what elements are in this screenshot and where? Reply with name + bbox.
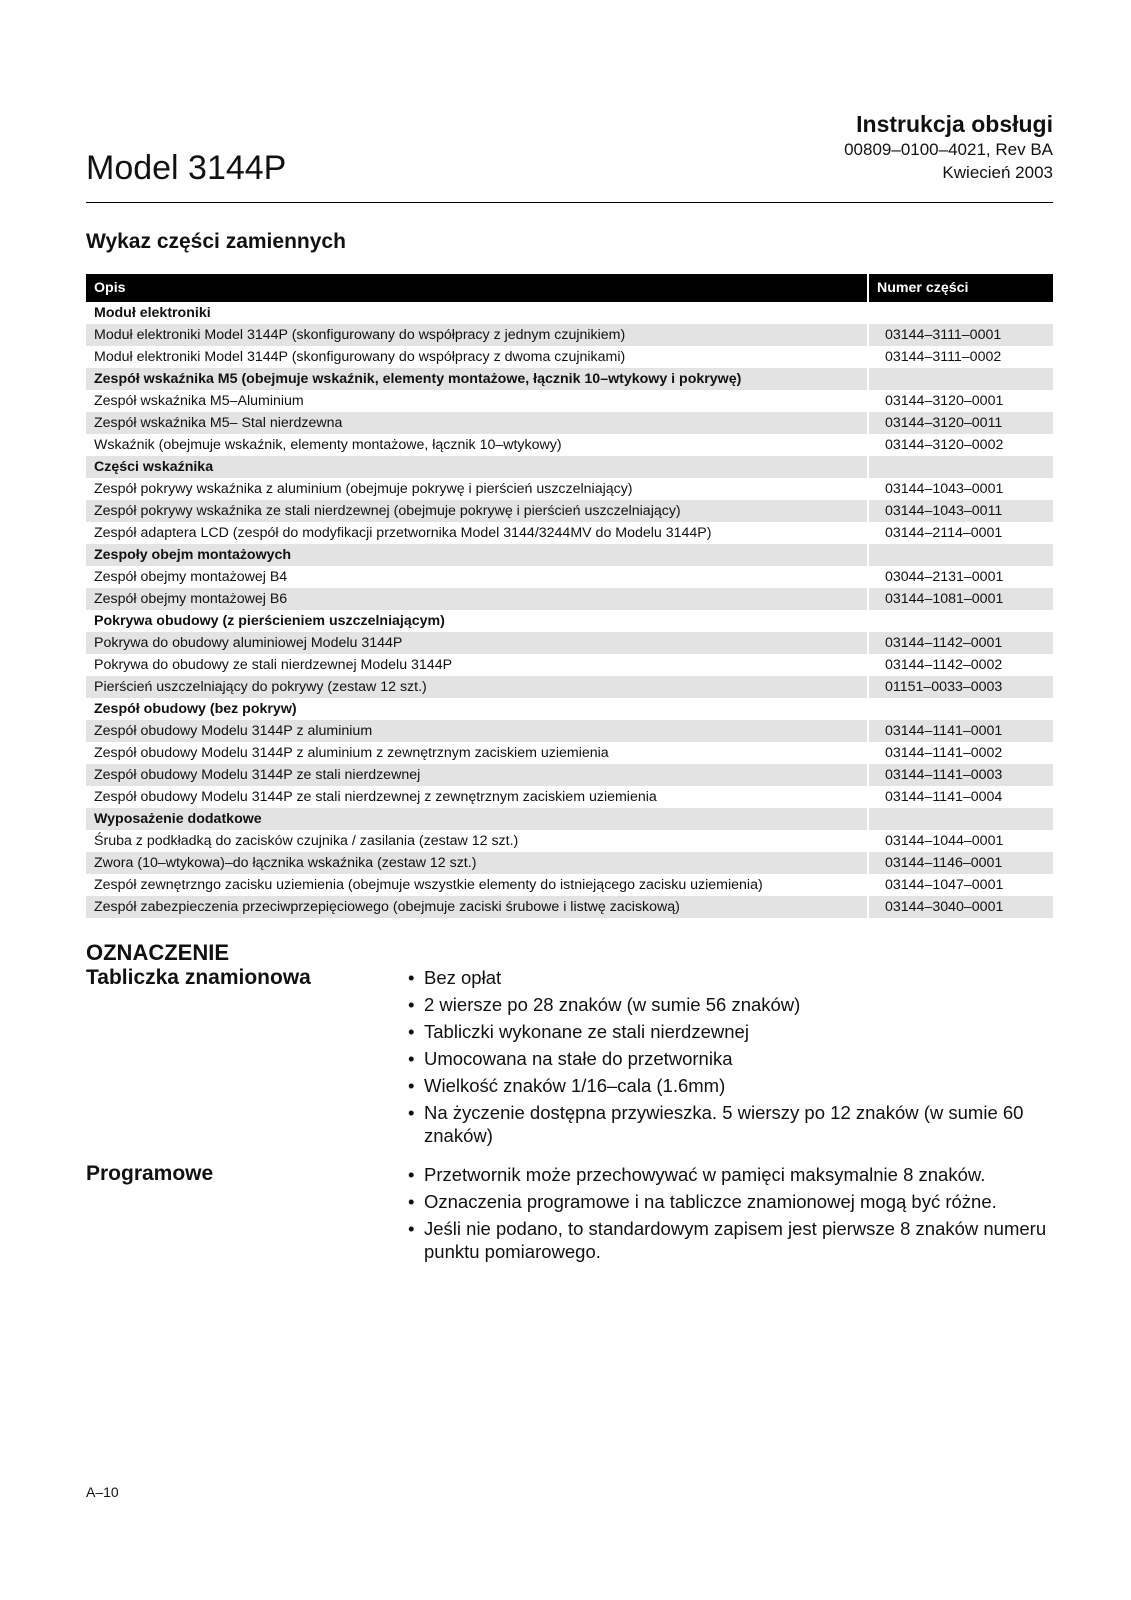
table-row [86, 830, 1053, 852]
part-number: 03144–1142–0002 [868, 654, 1053, 676]
part-number [868, 808, 1053, 830]
part-number: 03144–1043–0001 [868, 478, 1053, 500]
table-row [86, 324, 1053, 346]
part-description: Moduł elektroniki Model 3144P (skonfigurowany do współpracy z jednym czujnikiem) [86, 324, 868, 346]
part-description: Zwora (10–wtykowa)–do łącznika wskaźnika (zestaw 12 szt.) [86, 852, 868, 874]
part-number: 03144–1081–0001 [868, 588, 1053, 610]
part-description: Pokrywa do obudowy ze stali nierdzewnej Modelu 3144P [94, 657, 453, 673]
table-row [86, 852, 1053, 874]
parts-table-header [86, 274, 1053, 302]
doc-date: Kwiecień 2003 [942, 163, 1053, 182]
table-group-row [86, 368, 1053, 390]
part-description: Zespół obudowy Modelu 3144P z aluminium [86, 720, 868, 742]
doc-title: Instrukcja obsługi [856, 111, 1053, 137]
bullet-item: • Tabliczki wykonane ze stali nierdzewnej [408, 1020, 1048, 1043]
part-description: Zespół obudowy Modelu 3144P ze stali nierdzewnej [86, 764, 868, 786]
parts-table-body [86, 302, 1053, 918]
parts-table [86, 274, 1053, 918]
part-number [868, 698, 1053, 720]
table-row [86, 676, 1053, 698]
header-rule [86, 202, 1053, 203]
bullet-item: • Przetwornik może przechowywać w pamięci maksymalnie 8 znaków. [408, 1163, 1048, 1186]
part-description: Części wskaźnika [86, 456, 868, 478]
part-number [868, 544, 1053, 566]
part-number: 03144–1044–0001 [868, 830, 1053, 852]
part-number: 03144–1141–0003 [868, 764, 1053, 786]
part-description: Pierścień uszczelniający do pokrywy (zestaw 12 szt.) [86, 676, 868, 698]
part-number [868, 368, 1053, 390]
table-row [86, 390, 1053, 412]
part-description: Zespół pokrywy wskaźnika z aluminium (obejmuje pokrywę i pierścień uszczelniający) [94, 481, 633, 497]
table-group-row [86, 302, 1053, 324]
table-row [86, 742, 1053, 764]
part-description: Zespół wskaźnika M5– Stal nierdzewna [86, 412, 868, 434]
part-description: Zespół obudowy Modelu 3144P ze stali nierdzewnej z zewnętrznym zaciskiem uziemienia [94, 789, 657, 805]
table-row [86, 654, 1053, 676]
part-description: Pokrywa do obudowy aluminiowej Modelu 3144P [86, 632, 868, 654]
part-description: Śruba z podkładką do zacisków czujnika / zasilania (zestaw 12 szt.) [94, 833, 519, 849]
table-row [86, 522, 1053, 544]
table-row [86, 896, 1053, 918]
part-description: Wyposażenie dodatkowe [86, 808, 868, 830]
nameplate-label: Tabliczka znamionowa [86, 966, 311, 989]
col-num-header: Numer części [868, 274, 1053, 302]
part-description: Zespół obejmy montażowej B6 [86, 588, 868, 610]
part-number [868, 302, 1053, 324]
table-row [86, 632, 1053, 654]
part-number: 03144–1141–0001 [868, 720, 1053, 742]
part-number: 03144–1142–0001 [868, 632, 1053, 654]
part-number: 03144–3120–0001 [868, 390, 1053, 412]
nameplate-bullets [408, 966, 1048, 1151]
part-description: Wskaźnik (obejmuje wskaźnik, elementy montażowe, łącznik 10–wtykowy) [94, 437, 562, 453]
part-description: Zespół obejmy montażowej B4 [94, 569, 288, 585]
table-group-row [86, 544, 1053, 566]
parts-section-title: Wykaz części zamiennych [86, 230, 346, 253]
bullet-item: • Na życzenie dostępna przywieszka. 5 wierszy po 12 znaków (w sumie 60 znaków) [408, 1101, 1048, 1147]
bullet-item: • Jeśli nie podano, to standardowym zapisem jest pierwsze 8 znaków numeru punktu pomiarowego. [408, 1217, 1048, 1263]
part-number: 03144–1141–0004 [868, 786, 1053, 808]
part-number: 03144–3120–0002 [868, 434, 1053, 456]
model-title: Model 3144P [86, 149, 287, 187]
part-number: 03144–1146–0001 [868, 852, 1053, 874]
table-row [86, 412, 1053, 434]
part-description: Moduł elektroniki [94, 305, 211, 321]
bullet-item: • Oznaczenia programowe i na tabliczce znamionowej mogą być różne. [408, 1190, 1048, 1213]
page-number: A–10 [86, 1484, 119, 1500]
col-desc-header: Opis [86, 274, 868, 302]
table-row [86, 786, 1053, 808]
header-right [844, 110, 1053, 184]
table-group-row [86, 456, 1053, 478]
part-description: Zespół pokrywy wskaźnika ze stali nierdzewnej (obejmuje pokrywę i pierścień uszczelniający) [86, 500, 868, 522]
part-description: Zespół adaptera LCD (zespół do modyfikacji przetwornika Model 3144/3244MV do Modelu 3144P) [94, 525, 712, 541]
designation-title: OZNACZENIE [86, 940, 229, 965]
table-row [86, 434, 1053, 456]
doc-number: 00809–0100–4021, Rev BA [844, 140, 1053, 159]
bullet-item: • Bez opłat [408, 966, 1048, 989]
part-number: 03144–1047–0001 [868, 874, 1053, 896]
bullet-item: • Wielkość znaków 1/16–cala (1.6mm) [408, 1074, 1048, 1097]
part-description: Zespół zabezpieczenia przeciwprzepięciowego (obejmuje zaciski śrubowe i listwę zaciskową) [86, 896, 868, 918]
part-description: Zespół wskaźnika M5–Aluminium [94, 393, 304, 409]
table-group-row [86, 808, 1053, 830]
bullet-item: • Umocowana na stałe do przetwornika [408, 1047, 1048, 1070]
part-description: Zespół wskaźnika M5 (obejmuje wskaźnik, elementy montażowe, łącznik 10–wtykowy i pokrywę) [86, 368, 868, 390]
part-number: 01151–0033–0003 [868, 676, 1053, 698]
part-number: 03144–1141–0002 [868, 742, 1053, 764]
part-description: Zespół obudowy (bez pokryw) [94, 701, 297, 717]
part-number [868, 610, 1053, 632]
part-number [868, 456, 1053, 478]
part-description: Zespół zewnętrzngo zacisku uziemienia (obejmuje wszystkie elementy do istniejącego zacisku uziemienia) [94, 877, 763, 893]
part-number: 03144–2114–0001 [868, 522, 1053, 544]
part-number: 03144–1043–0011 [868, 500, 1053, 522]
part-description: Pokrywa obudowy (z pierścieniem uszczelniającym) [94, 613, 445, 629]
part-description: Moduł elektroniki Model 3144P (skonfigurowany do współpracy z dwoma czujnikami) [94, 349, 626, 365]
bullet-item: • 2 wiersze po 28 znaków (w sumie 56 znaków) [408, 993, 1048, 1016]
software-bullets [408, 1163, 1048, 1267]
software-label: Programowe [86, 1162, 214, 1185]
part-number: 03144–3111–0001 [868, 324, 1053, 346]
table-group-row [86, 610, 1053, 632]
table-row [86, 764, 1053, 786]
table-group-row [86, 698, 1053, 720]
table-row [86, 588, 1053, 610]
part-description: Zespoły obejm montażowych [86, 544, 868, 566]
table-row [86, 500, 1053, 522]
part-number: 03044–2131–0001 [868, 566, 1053, 588]
table-row [86, 478, 1053, 500]
table-row [86, 720, 1053, 742]
part-number: 03144–3040–0001 [868, 896, 1053, 918]
part-number: 03144–3111–0002 [868, 346, 1053, 368]
part-number: 03144–3120–0011 [868, 412, 1053, 434]
table-row [86, 346, 1053, 368]
table-row [86, 874, 1053, 896]
table-row [86, 566, 1053, 588]
part-description: Zespół obudowy Modelu 3144P z aluminium z zewnętrznym zaciskiem uziemienia [94, 745, 609, 761]
